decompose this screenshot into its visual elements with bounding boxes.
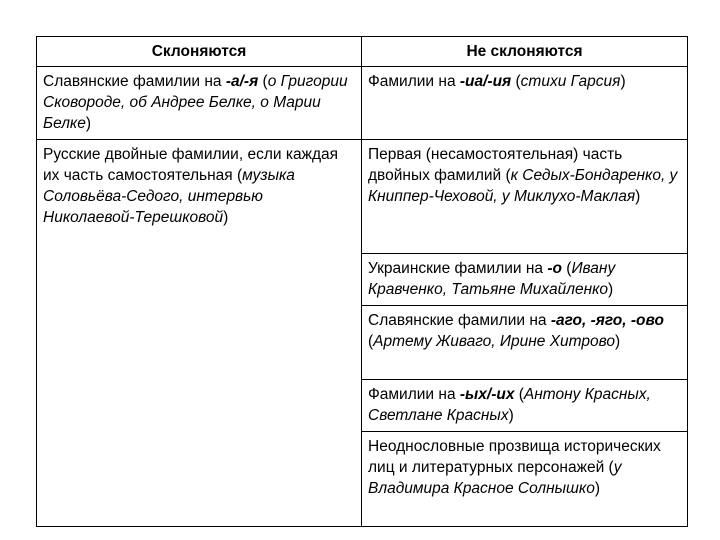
suffix-text: -а/-я [225,73,259,90]
cell-text: ) [608,281,614,298]
cell-text: ( [258,73,268,90]
suffix-text: -ых/-их [459,386,515,403]
cell-nicknames [362,432,688,527]
cell-text: ( [511,73,521,90]
table-row [37,140,688,254]
cell-text: ( [562,260,572,277]
suffix-text: -аго, -яго, -ово [550,312,664,329]
table-row [37,67,688,140]
cell-slavic-a-ya [37,67,362,140]
cell-text: ) [85,115,92,132]
cell-slavic-ago-yago-ovo [362,306,688,380]
suffix-text: -о [547,260,562,277]
cell-text: ) [615,333,621,350]
cell-text: ( [368,333,374,350]
cell-text: Славянские фамилии на [368,312,551,329]
cell-text: Славянские фамилии на [43,73,226,90]
example-text: Артему Живаго, Ирине Хитрово [373,333,615,350]
example-text: Ивану Кравченко, Татьяне Михайленко [368,260,616,298]
cell-text: Первая (несамостоятельная) часть двойных фамилий ( [368,146,623,184]
header-declined: Склоняются [37,37,362,67]
cell-text: ( [514,386,524,403]
example-text: Антону Красных, Светлане Красных [368,386,651,424]
table-header-row [37,37,688,67]
cell-ia-iya [362,67,688,140]
cell-text: ) [508,407,514,424]
cell-text: Фамилии на [368,386,460,403]
cell-text: Неоднословные прозвища исторических лиц и литературных персонажей ( [368,438,661,476]
cell-ukrainian-o [362,254,688,306]
example-text: у Владимира Красное Солнышко [368,459,622,497]
cell-text: ) [620,73,626,90]
example-text: к Седых-Бондаренко, у Книппер-Чеховой, у Миклухо-Маклая [368,167,678,205]
cell-text: Русские двойные фамилии, если каждая их часть самостоятельная ( [43,146,338,184]
cell-russian-double-surnames [37,140,362,527]
cell-first-part-double-surnames [362,140,688,254]
example-text: о Григории Сковороде, об Андрее Белке, о Марии Белке [43,73,348,132]
declension-table [36,36,688,527]
example-text: музыка Соловьёва-Седого, интервью Николаевой-Терешковой [43,167,295,226]
suffix-text: -иа/-ия [459,73,512,90]
example-text: стихи Гарсия [520,73,621,90]
cell-ykh-ikh [362,380,688,432]
cell-text: Фамилии на [368,73,460,90]
cell-text: ) [594,480,601,497]
cell-text: ) [635,188,641,205]
cell-text: Украинские фамилии на [368,260,548,277]
cell-text: ) [223,209,229,226]
header-not-declined: Не склоняются [362,37,688,67]
